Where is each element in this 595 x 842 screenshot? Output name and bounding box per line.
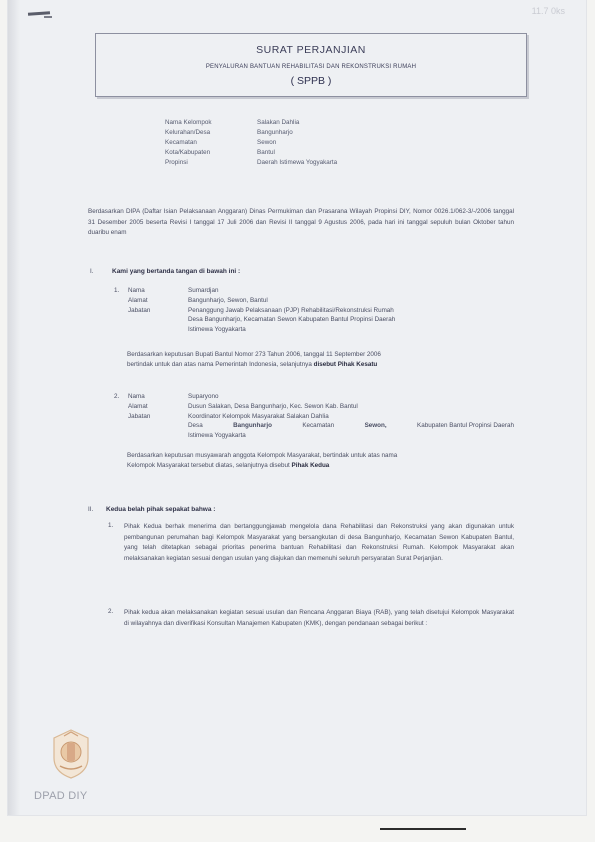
info-value: Bangunharjo (257, 129, 293, 136)
info-value: Daerah Istimewa Yogyakarta (257, 159, 338, 166)
party-field-label: Jabatan (128, 412, 151, 420)
info-label: Nama Kelompok (165, 119, 212, 126)
item-number: 1. (108, 522, 114, 529)
party-field-label: Alamat (128, 296, 148, 304)
item-number: 2. (108, 608, 114, 615)
statement-line: Berdasarkan keputusan musyawarah anggota Kelompok Masyarakat, bertindak untuk atas nama (127, 452, 398, 459)
party-field-value: Koordinator Kelompok Masyarakat Salakan Dahlia (188, 412, 329, 420)
pen-mark-dash (44, 16, 52, 18)
party-field-label: Nama (128, 393, 145, 400)
page-reference: 11.7 0ks (531, 6, 565, 16)
group-info (165, 118, 337, 168)
dpad-logo-emblem (48, 728, 94, 780)
party-field-value: Istimewa Yogyakarta (188, 326, 246, 334)
info-row (165, 128, 337, 138)
info-value: Salakan Dahlia (257, 119, 300, 126)
party-field-value: Suparyono (188, 393, 219, 400)
party-two-statement (127, 451, 515, 471)
party-one (114, 286, 488, 335)
party-field-value: Desa Bangunharjo, Kecamatan Sewon Kabupaten Bantul Propinsi Daerah (188, 316, 396, 324)
section-heading: Kami yang bertanda tangan di bawah ini : (112, 268, 241, 275)
info-row (165, 148, 337, 158)
party-field-value: Bangunharjo, Sewon, Bantul (188, 296, 268, 304)
party-designation: Pihak Kedua (291, 461, 330, 469)
party-field-value: Dusun Salakan, Desa Bangunharjo, Kec. Sewon Kab. Bantul (188, 402, 358, 410)
bottom-rule (380, 828, 466, 830)
party-field-value: Desa Bangunharjo Kecamatan Sewon, Kabupaten Bantul Propinsi Daerah (188, 422, 514, 430)
party-field-label: Alamat (128, 402, 148, 410)
info-row (165, 158, 337, 168)
section-heading: Kedua belah pihak sepakat bahwa : (106, 506, 216, 513)
info-label: Kelurahan/Desa (165, 129, 211, 136)
party-number: 1. (114, 287, 120, 294)
watermark-label: DPAD DIY (34, 790, 88, 802)
document-subtitle: PENYALURAN BANTUAN REHABILITASI DAN REKONSTRUKSI RUMAH (205, 64, 417, 70)
statement-line: bertindak untuk dan atas nama Pemerintah Indonesia, selanjutnya disebut Pihak Kesatu (127, 360, 378, 368)
info-label: Kecamatan (165, 139, 197, 146)
party-two (114, 392, 514, 441)
party-number: 2. (114, 393, 120, 400)
info-value: Bantul (257, 149, 275, 156)
info-value: Sewon (257, 139, 277, 146)
agreement-item: Pihak Kedua berhak menerima dan bertanggungjawab mengelola dana Rehabilitasi dan Rekonstruksi yang akan digunakan untuk pembangunan perumahan bagi Kelompok Masyarakat yang bersangkutan di desa Bangunharjo, Kecamatan Sewon Kabupaten Bantul, yang telah ditetapkan sebagai prioritas penerima bantuan Rehabilitasi dan Rekonstruksi Rumah. Kelompok Masyarakat akan melaksanakan kegiatan sesuai dengan usulan yang diajukan dan memenuhi seluruh persyaratan Surat Perjanjian. (124, 523, 514, 562)
statement-line: Kelompok Masyarakat tersebut diatas, selanjutnya disebut Pihak Kedua (127, 461, 330, 469)
document-title: SURAT PERJANJIAN (256, 44, 366, 56)
info-label: Propinsi (165, 159, 188, 166)
party-field-label: Jabatan (128, 306, 151, 314)
party-field-value: Istimewa Yogyakarta (188, 432, 246, 440)
title-box (95, 33, 527, 97)
party-one-statement (127, 350, 487, 370)
party-field-value: Penanggung Jawab Pelaksanaan (PJP) Rehabilitasi/Rekonstruksi Rumah (188, 306, 394, 314)
info-row (165, 138, 337, 148)
page-edge-shadow (8, 0, 20, 815)
intro-paragraph: Berdasarkan DIPA (Daftar Isian Pelaksanaan Anggaran) Dinas Permukiman dan Prasarana Wilayah Propinsi DIY, Nomor 0026.1/062-3/-/2006 tanggal 31 Desember 2005 beserta Revisi I tanggal 17 Juli 2006 dan Revisi II tanggal 9 Agustus 2006, pada hari ini tanggal sepuluh bulan Oktober tahun duaribu enam (88, 208, 514, 236)
section-number: II. (88, 506, 94, 513)
party-field-value: Sumardjan (188, 287, 219, 294)
agreement-item: Pihak kedua akan melaksanakan kegiatan sesuai usulan dan Rencana Anggaran Biaya (RAB), yang telah disetujui Kelompok Masyarakat di wilayahnya dan diverifikasi Konsultan Manajemen Kabupaten (KMK), dengan pendanaan sebagai berikut : (124, 609, 514, 627)
info-row (165, 118, 337, 128)
section-number: I. (90, 268, 94, 275)
info-label: Kota/Kabupaten (165, 149, 211, 156)
document-abbreviation: ( SPPB ) (290, 75, 332, 87)
statement-line: Berdasarkan keputusan Bupati Bantul Nomor 273 Tahun 2006, tanggal 11 September 2006 (127, 351, 381, 358)
party-designation: disebut Pihak Kesatu (313, 360, 378, 368)
party-field-label: Nama (128, 287, 145, 294)
